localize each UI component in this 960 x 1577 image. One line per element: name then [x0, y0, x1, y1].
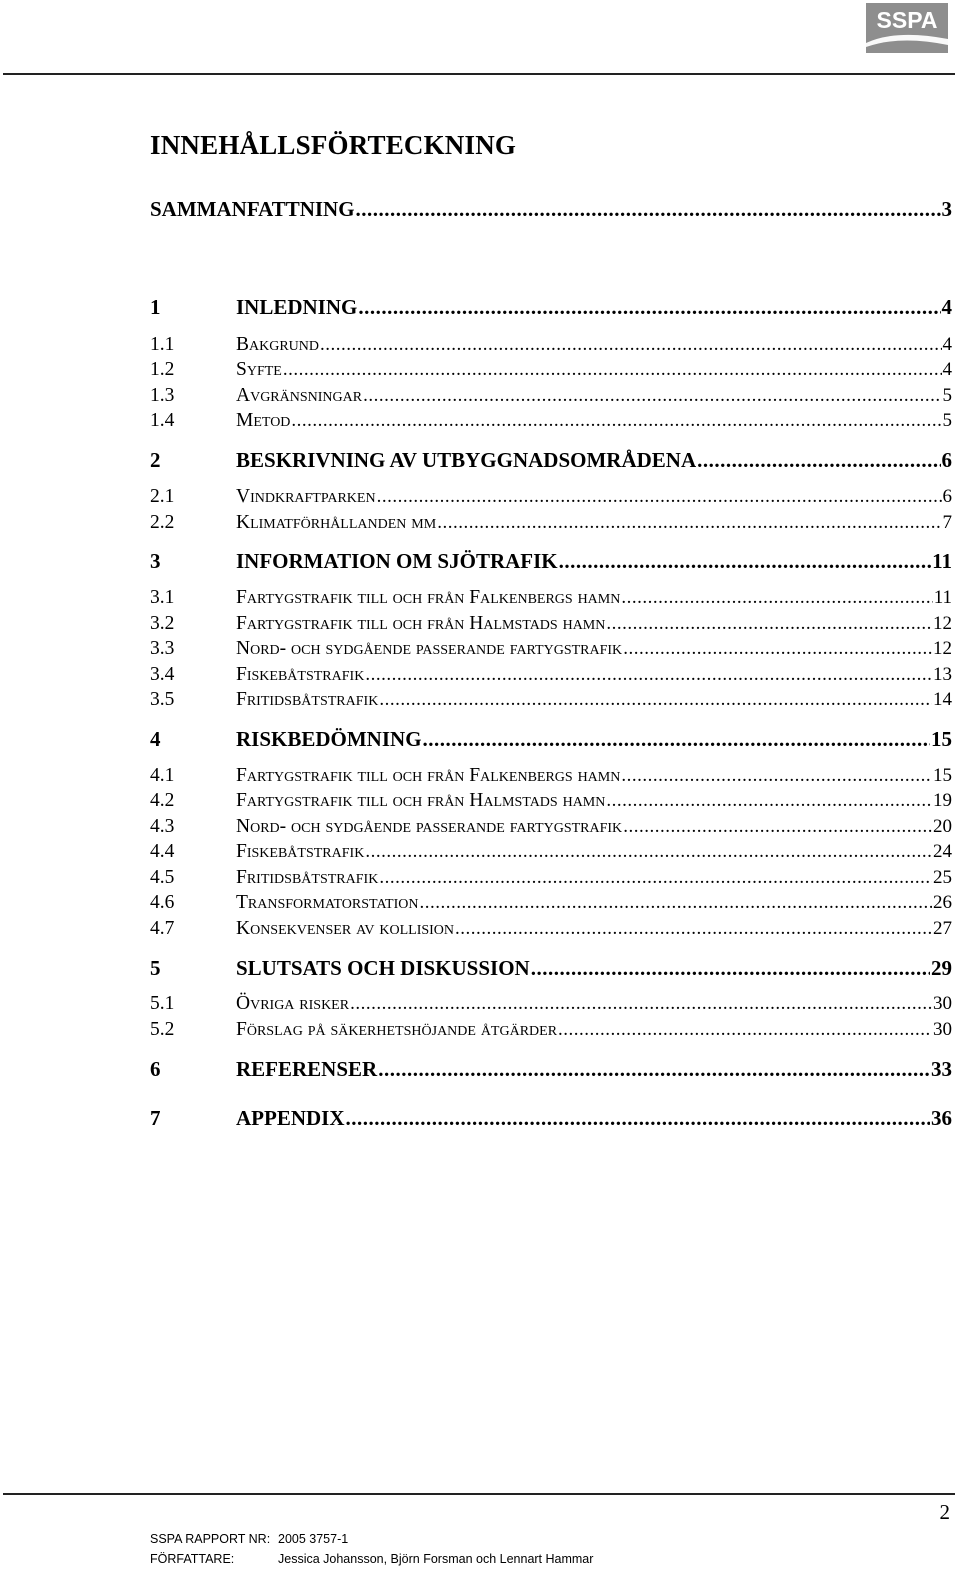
toc-entry-title: RISKBEDÖMNING	[236, 727, 422, 751]
toc-entry-page: 12	[933, 613, 952, 634]
toc-entry[interactable]	[150, 295, 952, 321]
toc-leader-dots	[621, 587, 932, 609]
toc-leader-dots	[606, 613, 932, 635]
toc-entry-number: 4.3	[150, 816, 175, 837]
toc-entry-page: 29	[931, 956, 952, 980]
toc-entry[interactable]	[150, 918, 952, 944]
toc-entry-page: 13	[933, 664, 952, 685]
toc-entry[interactable]	[150, 197, 952, 223]
toc-entry[interactable]	[150, 816, 952, 842]
toc-entry-title: INLEDNING	[236, 295, 358, 319]
authors-line	[150, 1552, 593, 1566]
toc-entry-title: Fartygstrafik till och från Falkenbergs hamn	[236, 587, 621, 608]
toc-entry-page: 26	[933, 892, 952, 913]
toc-entry[interactable]	[150, 549, 952, 575]
toc-entry-title: Klimatförhållanden mm	[236, 512, 437, 533]
toc-leader-dots	[623, 638, 932, 660]
toc-entry-title: Syfte	[236, 359, 282, 380]
toc-entry[interactable]	[150, 689, 952, 715]
toc-entry-number: 1.2	[150, 359, 175, 380]
toc-entry-number: 4.1	[150, 765, 175, 786]
toc-entry-number: 3.5	[150, 689, 175, 710]
toc-entry-title: Vindkraftparken	[236, 486, 376, 507]
logo-text: SSPA	[876, 7, 938, 33]
toc-entry[interactable]	[150, 587, 952, 613]
toc-entry-page: 14	[933, 689, 952, 710]
toc-entry-title: Nord- och sydgående passerande fartygstrafik	[236, 816, 623, 837]
toc-entry[interactable]	[150, 448, 952, 474]
toc-leader-dots	[423, 727, 930, 752]
toc-entry-number: 4.2	[150, 790, 175, 811]
page-number: 2	[939, 1500, 950, 1524]
toc-entry[interactable]	[150, 765, 952, 791]
toc-entry-page: 25	[933, 867, 952, 888]
toc-leader-dots	[346, 1106, 931, 1131]
toc-entry-page: 33	[931, 1057, 952, 1081]
toc-entry-title: Transformatorstation	[236, 892, 419, 913]
toc-entry[interactable]	[150, 410, 952, 436]
toc-entry-number: 3.3	[150, 638, 175, 659]
toc-leader-dots	[623, 816, 932, 838]
toc-entry[interactable]	[150, 790, 952, 816]
toc-entry-title: Fritidsbåtstrafik	[236, 689, 379, 710]
toc-leader-dots	[358, 295, 940, 320]
toc-leader-dots	[558, 1019, 932, 1041]
toc-entry-page: 12	[933, 638, 952, 659]
toc-entry[interactable]	[150, 892, 952, 918]
toc-entry-page: 20	[933, 816, 952, 837]
report-number-value: 2005 3757-1	[278, 1532, 349, 1546]
toc-entry[interactable]	[150, 385, 952, 411]
toc-entry[interactable]	[150, 359, 952, 385]
toc-leader-dots	[320, 334, 941, 356]
toc-entry-page: 19	[933, 790, 952, 811]
toc-entry-number: 4.4	[150, 841, 175, 862]
toc-entry-title: Avgränsningar	[236, 385, 363, 406]
authors-key: FÖRFATTARE:	[150, 1552, 235, 1566]
toc-leader-dots	[455, 918, 932, 940]
toc-leader-dots	[378, 1057, 930, 1082]
toc-leader-dots	[437, 512, 941, 534]
toc-leader-dots	[350, 993, 932, 1015]
toc-entry[interactable]	[150, 613, 952, 639]
toc-leader-dots	[377, 486, 942, 508]
toc-leader-dots	[356, 197, 941, 222]
authors-value: Jessica Johansson, Björn Forsman och Lennart Hammar	[278, 1552, 594, 1566]
toc-entry[interactable]	[150, 956, 952, 982]
toc-entry-title: SAMMANFATTNING	[150, 197, 355, 221]
toc-entry-number: 2.2	[150, 512, 175, 533]
toc-entry-title: BESKRIVNING AV UTBYGGNADSOMRÅDENA	[236, 448, 697, 472]
toc-entry-page: 7	[942, 512, 952, 533]
report-number-line	[150, 1532, 348, 1546]
toc-entry[interactable]	[150, 867, 952, 893]
toc-leader-dots	[365, 664, 932, 686]
toc-entry-number: 4.6	[150, 892, 175, 913]
toc-entry-number: 2	[150, 448, 161, 472]
toc-entry-number: 1	[150, 295, 161, 319]
toc-entry-page: 5	[942, 410, 952, 431]
footer-rule	[3, 1493, 955, 1495]
toc-entry-title: SLUTSATS OCH DISKUSSION	[236, 956, 530, 980]
toc-entry-page: 36	[931, 1106, 952, 1130]
report-number-key: SSPA RAPPORT NR:	[150, 1532, 271, 1546]
toc-entry-number: 4.5	[150, 867, 175, 888]
toc-entry-number: 5	[150, 956, 161, 980]
toc-entry-page: 15	[931, 727, 952, 751]
toc-entry-number: 3.2	[150, 613, 175, 634]
toc-entry[interactable]	[150, 1106, 952, 1132]
toc-entry-number: 5.1	[150, 993, 175, 1014]
toc-entry-page: 30	[933, 993, 952, 1014]
toc-entry-number: 4	[150, 727, 161, 751]
toc-entry-title: Fartygstrafik till och från Falkenbergs hamn	[236, 765, 621, 786]
toc-entry[interactable]	[150, 727, 952, 753]
toc-entry-title: Fritidsbåtstrafik	[236, 867, 379, 888]
toc-entry-number: 3	[150, 549, 161, 573]
toc-entry-page: 6	[941, 448, 952, 472]
toc-entry-number: 3.1	[150, 587, 175, 608]
toc-entry-title: Fartygstrafik till och från Halmstads hamn	[236, 613, 606, 634]
toc-entry[interactable]	[150, 638, 952, 664]
toc-entry[interactable]	[150, 334, 952, 360]
toc-entry-title: APPENDIX	[236, 1106, 345, 1130]
toc-entry-page: 5	[942, 385, 952, 406]
toc-entry-title: INFORMATION OM SJÖTRAFIK	[236, 549, 558, 573]
toc-entry-title: REFERENSER	[236, 1057, 378, 1081]
toc-entry-page: 30	[933, 1019, 952, 1040]
toc-entry-title: Konsekvenser av kollision	[236, 918, 455, 939]
toc-entry-number: 3.4	[150, 664, 175, 685]
toc-leader-dots	[559, 549, 932, 574]
header-rule	[3, 73, 955, 75]
sspa-logo-icon	[866, 3, 948, 53]
toc-entry-title: Bakgrund	[236, 334, 320, 355]
toc-leader-dots	[379, 689, 932, 711]
toc-entry-title: Fiskebåtstrafik	[236, 841, 365, 862]
toc-entry-title: Nord- och sydgående passerande fartygstrafik	[236, 638, 623, 659]
toc-entry-number: 6	[150, 1057, 161, 1081]
toc-entry-number: 1.3	[150, 385, 175, 406]
toc-entry-number: 1.1	[150, 334, 175, 355]
toc-entry[interactable]	[150, 993, 952, 1019]
toc-leader-dots	[531, 956, 930, 981]
toc-entry-title: Fiskebåtstrafik	[236, 664, 365, 685]
toc-leader-dots	[697, 448, 940, 473]
toc-entry[interactable]	[150, 512, 952, 538]
toc-entry-page: 6	[942, 486, 952, 507]
sspa-logo	[866, 3, 948, 53]
toc-entry-page: 11	[932, 549, 952, 573]
toc-entry-number: 5.2	[150, 1019, 175, 1040]
toc-entry-number: 2.1	[150, 486, 175, 507]
toc-entry-page: 4	[942, 334, 952, 355]
toc-leader-dots	[379, 867, 932, 889]
page-title: INNEHÅLLSFÖRTECKNING	[150, 130, 517, 160]
toc-leader-dots	[291, 410, 941, 432]
toc-entry-page: 11	[933, 587, 952, 608]
toc-entry-number: 4.7	[150, 918, 175, 939]
toc-leader-dots	[621, 765, 932, 787]
toc-entry-title: Fartygstrafik till och från Halmstads hamn	[236, 790, 606, 811]
toc-entry-title: Övriga risker	[236, 993, 350, 1014]
toc-entry[interactable]	[150, 841, 952, 867]
toc-entry-title: Metod	[236, 410, 291, 431]
toc-leader-dots	[419, 892, 932, 914]
toc-entry-page: 4	[941, 295, 952, 319]
toc-leader-dots	[606, 790, 932, 812]
toc-entry[interactable]	[150, 1057, 952, 1083]
toc-entry-number: 1.4	[150, 410, 175, 431]
toc-leader-dots	[363, 385, 941, 407]
toc-entry[interactable]	[150, 486, 952, 512]
toc-leader-dots	[283, 359, 942, 381]
toc-entry-page: 27	[933, 918, 952, 939]
toc-entry-page: 24	[933, 841, 952, 862]
toc-entry-page: 4	[942, 359, 952, 380]
toc-entry-number: 7	[150, 1106, 161, 1130]
toc-entry[interactable]	[150, 664, 952, 690]
toc-leader-dots	[365, 841, 932, 863]
toc-entry-page: 15	[933, 765, 952, 786]
toc-entry[interactable]	[150, 1019, 952, 1045]
toc-entry-page: 3	[941, 197, 952, 221]
toc-entry-title: Förslag på säkerhetshöjande åtgärder	[236, 1019, 558, 1040]
